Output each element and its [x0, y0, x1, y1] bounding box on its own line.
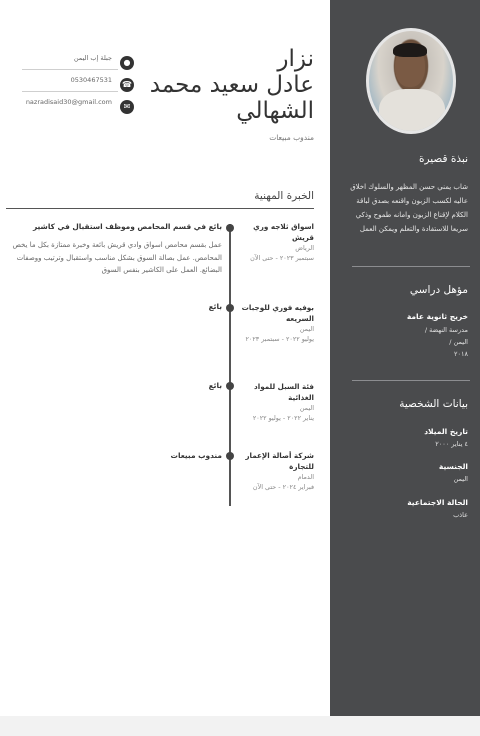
- full-name: [134, 46, 314, 124]
- experience-item-3-role: بائع: [208, 381, 222, 390]
- profile-photo: [366, 28, 456, 134]
- timeline-line: [229, 224, 231, 506]
- employment-dates: يناير ٢٠٢٢ - يوليو ٢٠٢٢: [252, 414, 314, 422]
- sidebar-divider: [352, 380, 470, 381]
- experience-divider: [6, 208, 314, 209]
- experience-item-2-role: بائع: [208, 302, 222, 311]
- experience-heading: الخبرة المهنية: [254, 190, 314, 202]
- nationality-label: الجنسية: [438, 462, 468, 471]
- experience-item-4-company: [234, 450, 314, 492]
- name-line-first: نزار: [277, 46, 314, 72]
- location-pin-icon: ●: [120, 56, 134, 70]
- timeline-dot: [226, 304, 234, 312]
- education-school: مدرسة النهضة /: [424, 326, 468, 334]
- name-line-middle: عادل سعيد محمد: [149, 72, 314, 98]
- marital-status-label: الحالة الاجتماعية: [407, 498, 468, 507]
- company-name: اسواق ثلاجه وري قريش: [253, 222, 314, 242]
- education-year: ٢٠١٨: [454, 350, 468, 358]
- education-country: اليمن /: [449, 338, 468, 346]
- company-city: اليمن: [299, 325, 314, 333]
- sidebar-divider: [352, 266, 470, 267]
- company-name: بوفيه فوري للوجبات السريعه: [241, 303, 314, 323]
- nationality-value: اليمن: [453, 475, 468, 483]
- timeline-dot: [226, 224, 234, 232]
- contact-location: [22, 52, 132, 72]
- experience-item-1-role: بائع في قسم المحامص وموظف استقبال في كاشير: [32, 222, 222, 231]
- about-text: شاب يمني حسن المظهر والسلوك اخلاق عاليه لكسب الزبون واقنعه بصدق لباقة الكلام لإقناع الزبون وامانه طموح وذكي سريعا للاستفادة والتعلم ويمكن العمل: [350, 183, 468, 233]
- email-icon: ✉: [120, 100, 134, 114]
- location-text: جبلة إب اليمن: [73, 54, 112, 62]
- company-name: فئة السبل للمواد الغذائية: [254, 382, 314, 402]
- personal-title: بيانات الشخصية: [399, 398, 468, 410]
- education-title: مؤهل دراسي: [409, 284, 468, 296]
- timeline-dot: [226, 452, 234, 460]
- experience-item-3-company: [234, 381, 314, 423]
- name-line-last: الشهالي: [236, 98, 314, 124]
- divider: [22, 91, 118, 92]
- contact-phone: [22, 74, 132, 94]
- company-name: شركة أصالة الإعمار للتجارة: [245, 451, 314, 471]
- birthdate-value: ٤ يناير ٢٠٠٠: [435, 440, 468, 448]
- email-text[interactable]: nazradisaid30@gmail.com: [25, 98, 112, 106]
- company-city: الرياض: [295, 244, 314, 252]
- contact-email: [22, 96, 132, 116]
- employment-dates: يوليو ٢٠٢٢ - سبتمبر ٢٠٢٣: [245, 335, 314, 343]
- page-bottom-margin: [0, 716, 480, 736]
- job-title: مندوب مبيعات: [269, 133, 314, 142]
- phone-text[interactable]: 0530467531: [70, 76, 112, 84]
- marital-status-value: عاذب: [453, 511, 468, 519]
- about-title: نبذة قصيرة: [418, 153, 468, 165]
- employment-dates: سبتمبر ٢٠٢٣ - حتى الآن: [250, 254, 314, 262]
- divider: [22, 69, 118, 70]
- experience-item-2-company: [234, 302, 314, 344]
- company-city: الدمام: [297, 473, 314, 481]
- sidebar: [330, 0, 480, 716]
- phone-icon: ☎: [120, 78, 134, 92]
- experience-item-1-description: عمل بقسم محامص اسواق وادي قريش بائعة وخبرة ممتازة بكل ما يخص المحامص. عمل بصالة السوق بشكل مناسب واستقبال وترتيب ووصفات البضائع. العمل على الكاشير بنفس السوق: [12, 241, 222, 274]
- company-city: اليمن: [299, 404, 314, 412]
- experience-item-1-company: [234, 221, 314, 263]
- education-degree: خريج ثانوية عامة: [406, 312, 468, 321]
- employment-dates: فبراير ٢٠٢٤ - حتى الآن: [252, 483, 314, 491]
- experience-item-4-role: مندوب مبيعات: [170, 451, 222, 460]
- birthdate-label: تاريخ الميلاد: [424, 427, 468, 436]
- timeline-dot: [226, 382, 234, 390]
